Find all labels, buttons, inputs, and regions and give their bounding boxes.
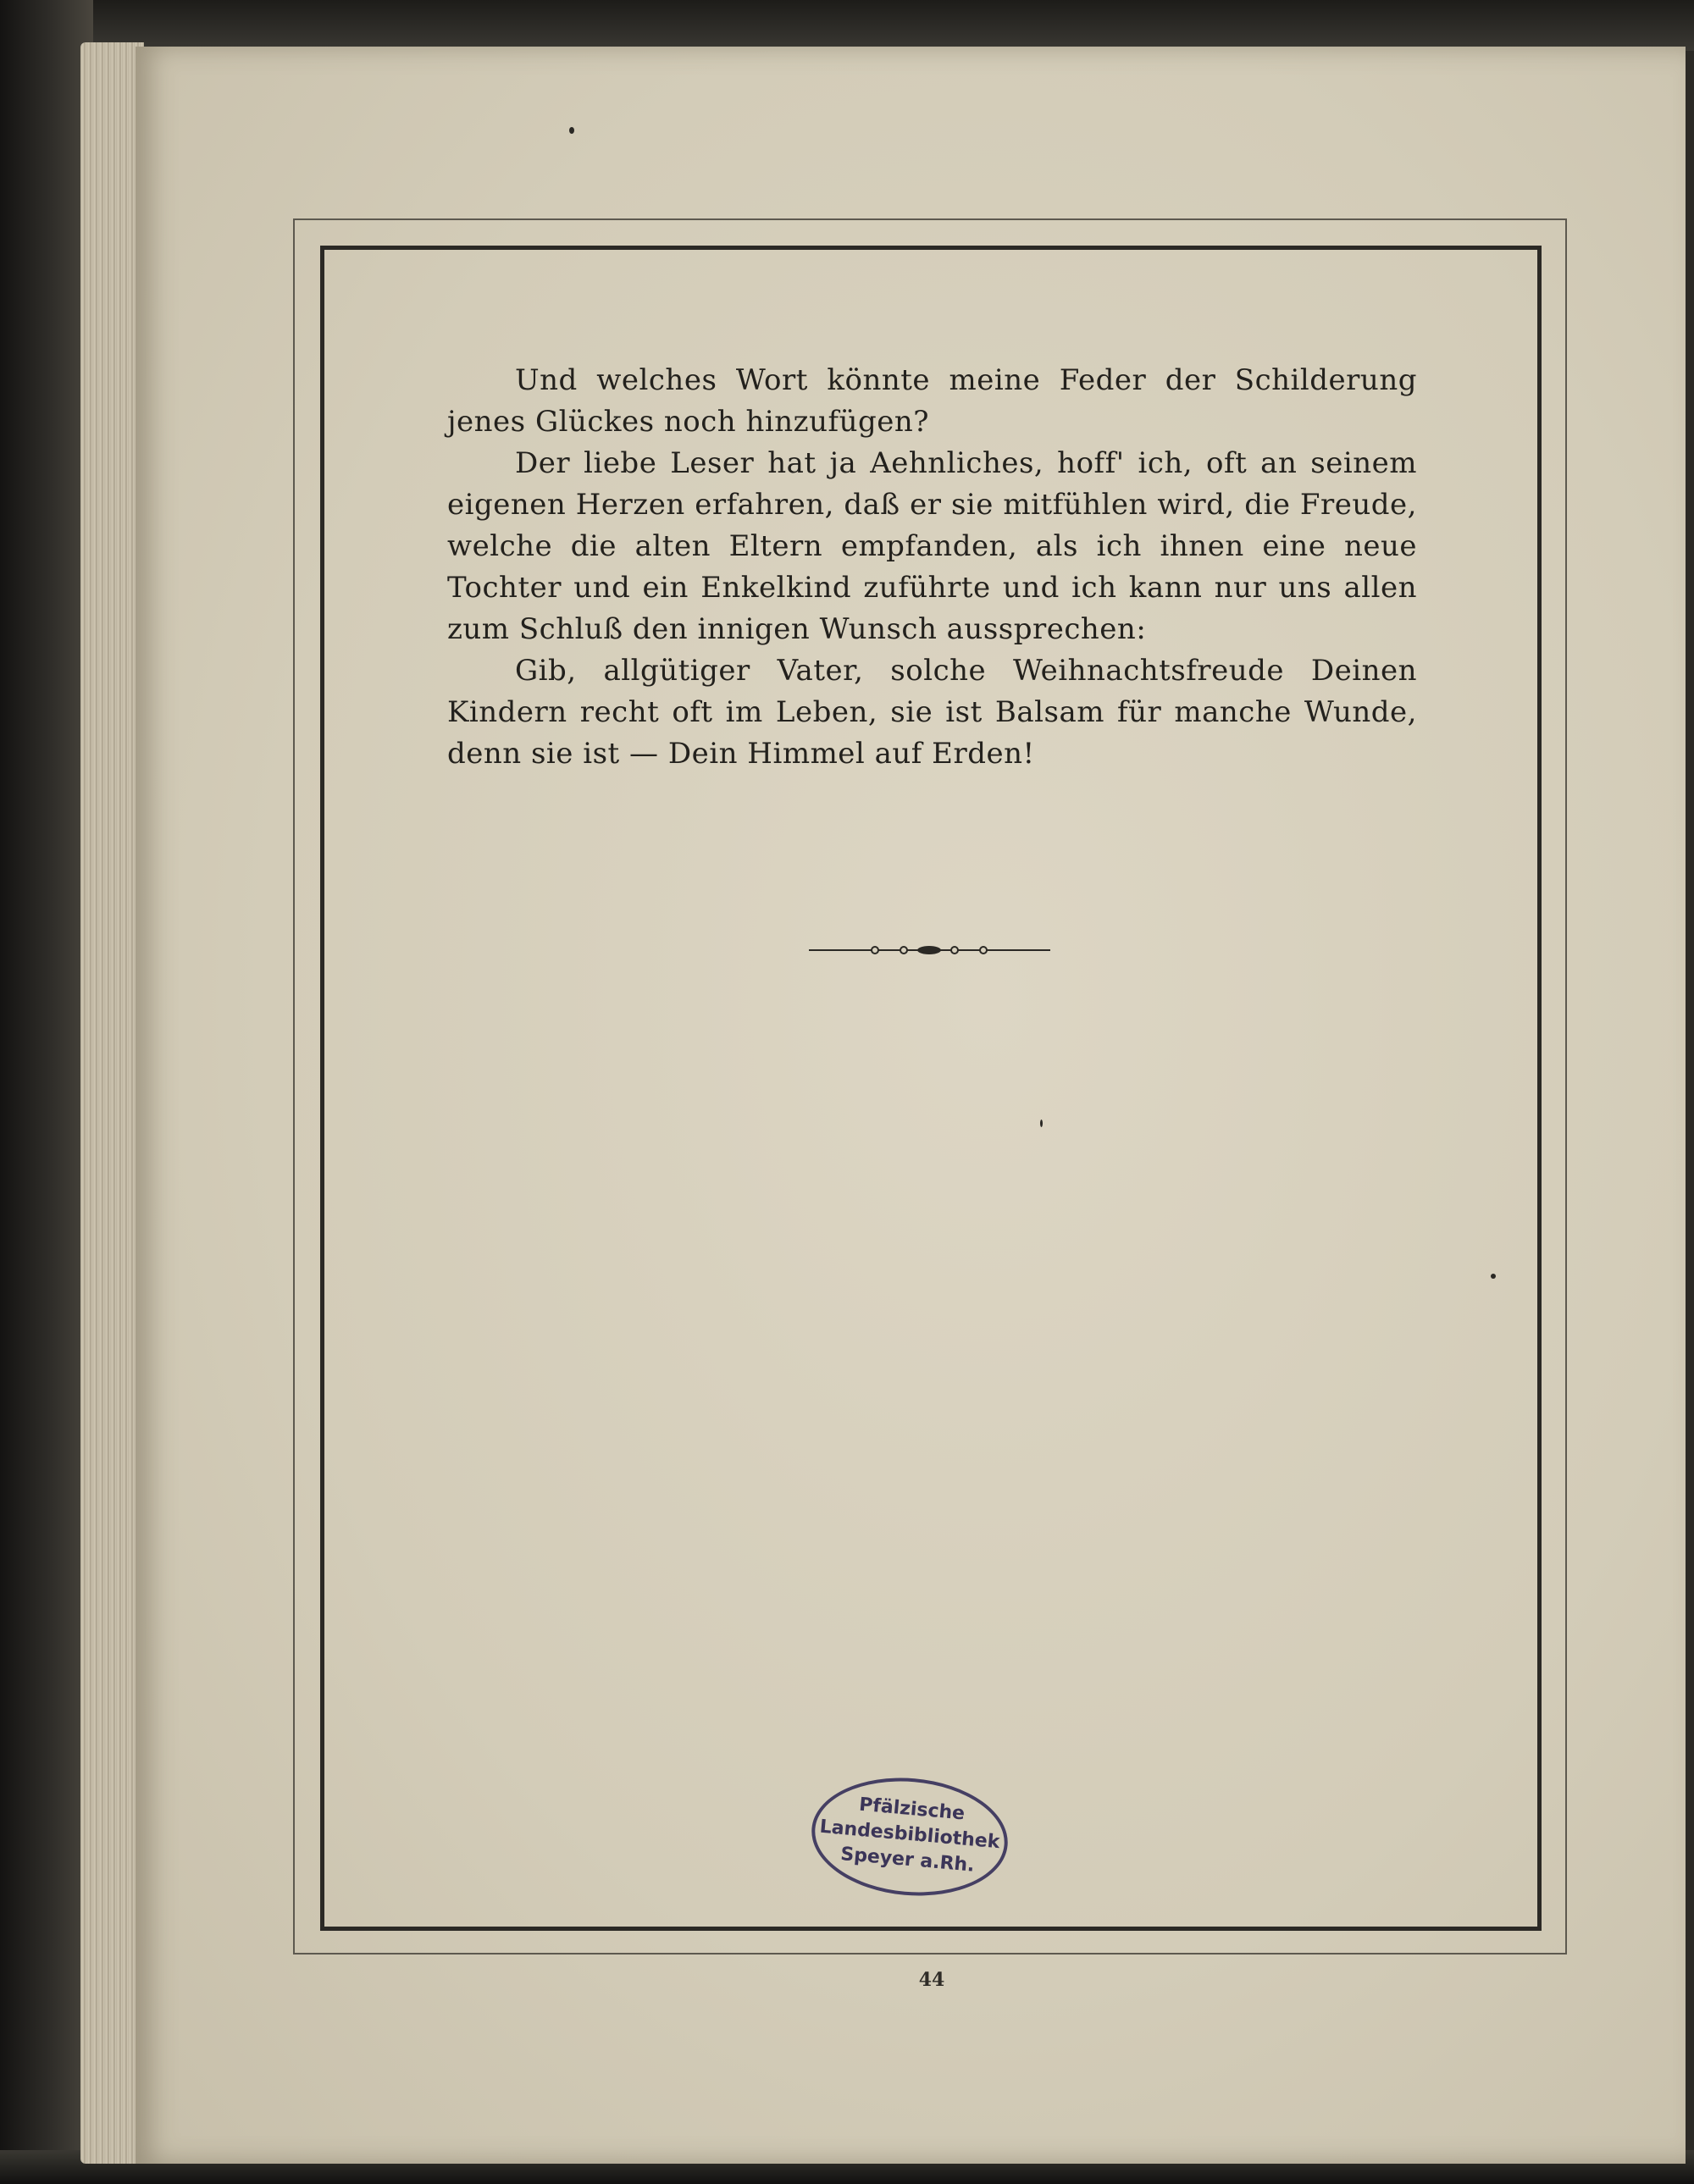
paper-speck	[569, 127, 574, 134]
library-stamp	[811, 1778, 1015, 1905]
paragraph: Gib, allgütiger Vater, solche Weihnachtsfreude Deinen Kindern recht oft im Leben, sie ist Balsam für manche Wunde, denn sie ist — Dein Himmel auf Erden!	[447, 654, 1417, 771]
ornament-divider	[809, 940, 1050, 960]
body-text	[447, 360, 1417, 775]
stamp-line-3: Speyer a.Rh.	[839, 1844, 976, 1877]
page-edges	[80, 42, 144, 2164]
paragraph: Und welches Wort könnte meine Feder der Schilderung jenes Glückes noch hinzufügen?	[447, 363, 1417, 439]
stamp-line-1: Pfälzische	[858, 1794, 966, 1825]
stamp-line-2: Landesbibliothek	[818, 1816, 1001, 1854]
book-cover-top	[0, 0, 1694, 51]
paper-speck	[1491, 1274, 1496, 1279]
paper-speck	[1040, 1120, 1043, 1127]
page-number: 44	[918, 1969, 945, 1991]
book-cover-left	[0, 0, 93, 2184]
paragraph: Der liebe Leser hat ja Aehnliches, hoff' ich, oft an seinem eigenen Herzen erfahren, daß er sie mitfühlen wird, die Freude, welche die alten Eltern empfanden, als ich ihnen eine neue Tochter und ein Enkelkind zuführte und ich kann nur uns allen zum Schluß den innigen Wunsch aussprechen:	[447, 446, 1417, 646]
